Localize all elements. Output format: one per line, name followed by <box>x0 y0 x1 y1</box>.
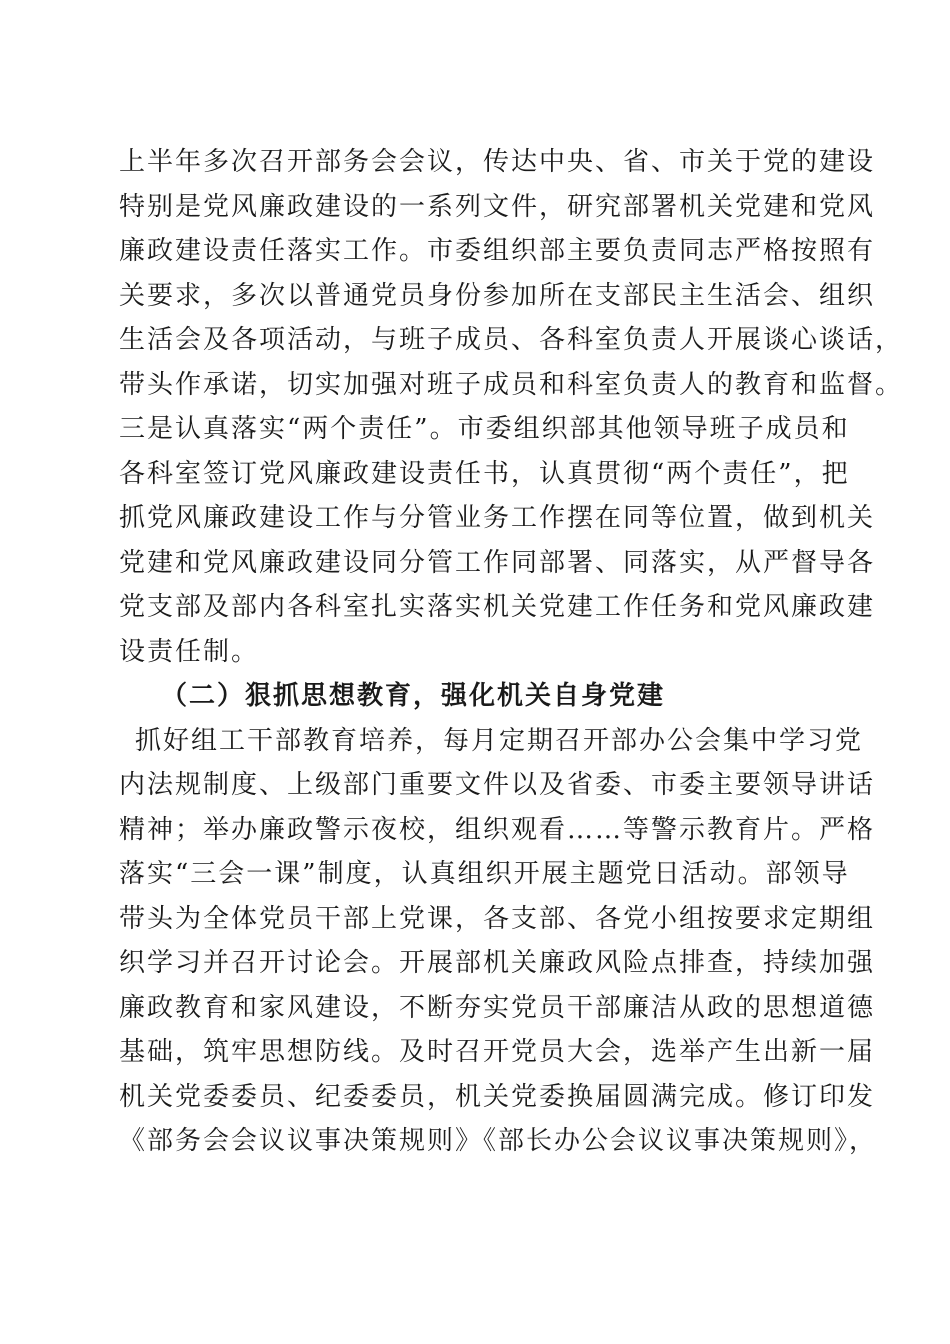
paragraph-2-line: 廉政教育和家风建设，不断夯实党员干部廉洁从政的思想道德 <box>119 992 876 1023</box>
paragraph-1-line: 廉政建设责任落实工作。市委组织部主要负责同志严格按照有 <box>119 236 876 266</box>
paragraph-2-line: 带头为全体党员干部上党课，各支部、各党小组按要求定期组 <box>119 903 876 934</box>
paragraph-2-line: 织学习并召开讨论会。开展部机关廉政风险点排查，持续加强 <box>119 948 876 978</box>
paragraph-1-line: 关要求，多次以普通党员身份参加所在支部民主生活会、组织 <box>119 280 876 311</box>
paragraph-2-line: 基础，筑牢思想防线。及时召开党员大会，选举产生出新一届 <box>119 1037 876 1067</box>
paragraph-1-line: 上半年多次召开部务会会议，传达中央、省、市关于党的建设 <box>119 147 876 177</box>
paragraph-2-line: 《部务会会议议事决策规则》《部长办公会议议事决策规则》， <box>119 1126 878 1156</box>
paragraph-2-line: 机关党委委员、纪委委员，机关党委换届圆满完成。修订印发 <box>119 1081 876 1112</box>
paragraph-1-line: 党建和党风廉政建设同分管工作同部署、同落实，从严督导各 <box>119 547 876 578</box>
paragraph-1-line: 生活会及各项活动，与班子成员、各科室负责人开展谈心谈话， <box>119 325 904 355</box>
paragraph-1-line: 党支部及部内各科室扎实落实机关党建工作任务和党风廉政建 <box>119 592 876 622</box>
paragraph-1-line: 三是认真落实“两个责任”。市委组织部其他领导班子成员和 <box>119 414 850 444</box>
paragraph-1-line: 带头作承诺，切实加强对班子成员和科室负责人的教育和监督。 <box>119 369 904 400</box>
paragraph-1-line: 设责任制。 <box>119 636 260 667</box>
paragraph-2-line: 内法规制度、上级部门重要文件以及省委、市委主要领导讲话 <box>119 770 876 800</box>
paragraph-1-line: 特别是党风廉政建设的一系列文件，研究部署机关党建和党风 <box>119 191 876 222</box>
document-body <box>119 140 904 1164</box>
section-heading: （二）狠抓思想教育，强化机关自身党建 <box>161 681 666 711</box>
paragraph-1-line: 各科室签订党风廉政建设责任书，认真贯彻“两个责任”，把 <box>119 458 850 489</box>
paragraph-1-line: 抓党风廉政建设工作与分管业务工作摆在同等位置，做到机关 <box>119 503 876 533</box>
paragraph-2-line: 落实“三会一课”制度，认真组织开展主题党日活动。部领导 <box>119 859 850 889</box>
paragraph-2-line: 抓好组工干部教育培养，每月定期召开部办公会集中学习党 <box>135 725 864 756</box>
paragraph-2-line: 精神；举办廉政警示夜校，组织观看……等警示教育片。严格 <box>119 814 876 845</box>
